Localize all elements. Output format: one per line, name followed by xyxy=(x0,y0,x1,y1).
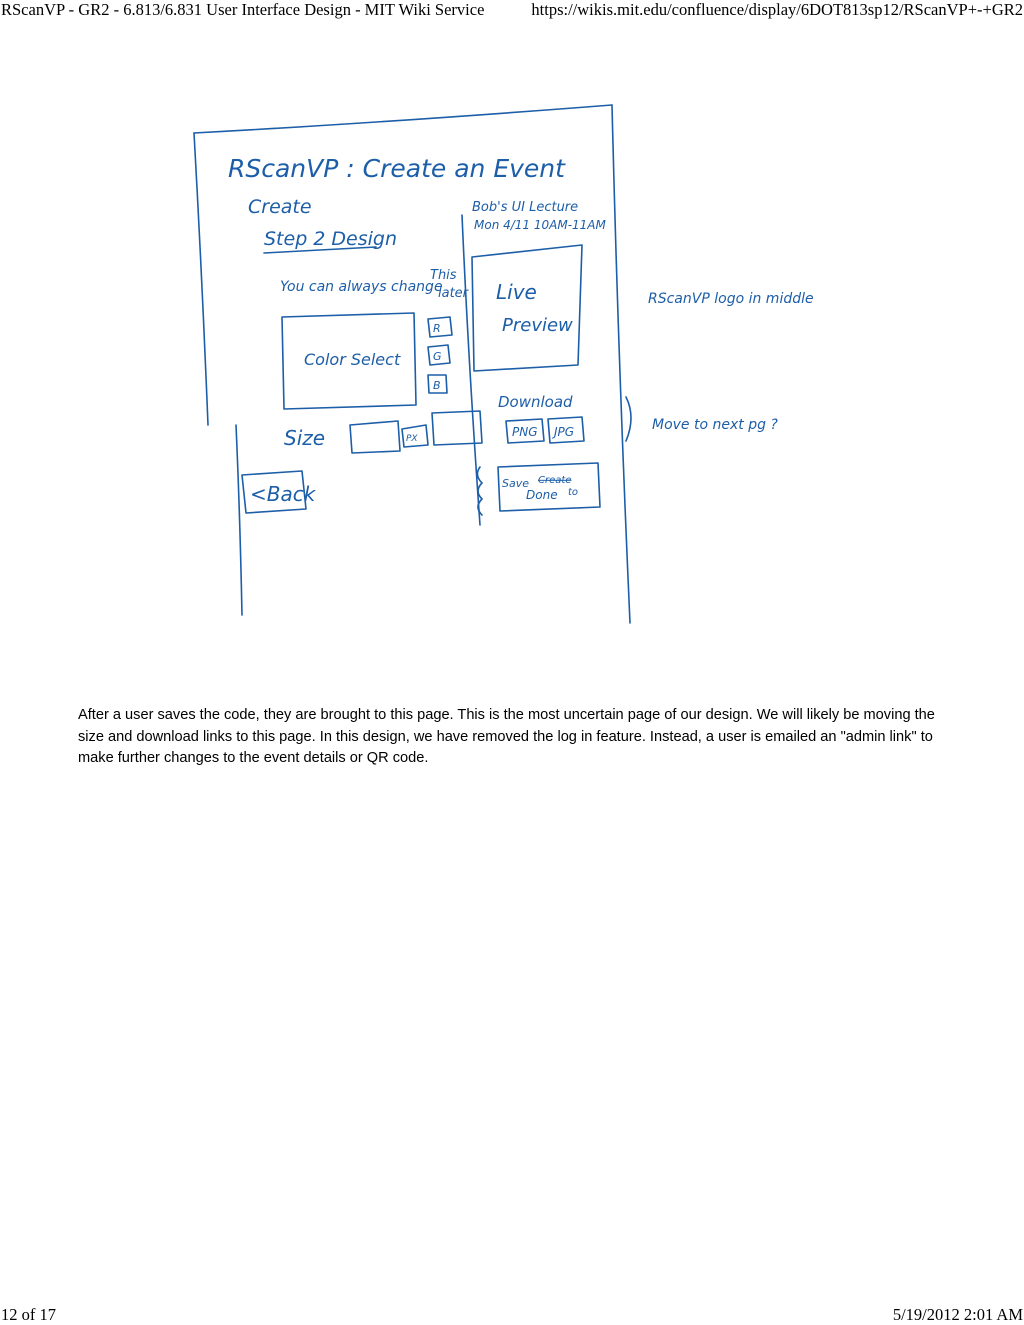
sketch-done-label: Done xyxy=(526,488,558,502)
frame-right-line xyxy=(612,105,630,623)
center-divider-line xyxy=(462,215,480,525)
print-footer-timestamp: 5/19/2012 2:01 AM xyxy=(892,1305,1023,1324)
sketch-event-date: Mon 4/11 10AM-11AM xyxy=(474,218,606,232)
sketch-create-struck-label: Create xyxy=(538,475,572,486)
sketch-color-select-label: Color Select xyxy=(304,350,401,369)
live-preview-box-outline xyxy=(472,245,582,371)
squiggle-mark xyxy=(477,467,482,515)
sketch-canvas xyxy=(180,95,880,685)
sketch-b-label: B xyxy=(433,379,441,392)
sketch-r-label: R xyxy=(433,322,441,335)
frame-left-lower-line xyxy=(236,425,242,615)
sketch-event-name: Bob's UI Lecture xyxy=(472,200,579,215)
sketch-note-move: Move to next pg ? xyxy=(652,417,778,433)
sketch-step-label: Step 2 Design xyxy=(264,228,398,250)
sketch-size-label: Size xyxy=(284,426,326,450)
sketch-back-label: <Back xyxy=(250,482,316,506)
sketch-caption: After a user saves the code, they are brought to this page. This is the most uncertain page of our design. We will likely be moving the size and download links to this page. In this design, we have removed the log in feature. Instead, a user is emailed an "admin link" to make further changes to the event details or QR code. xyxy=(78,707,935,766)
sketch-jpg-label: JPG xyxy=(554,425,575,439)
sketch-hint-line1: You can always change xyxy=(280,279,443,295)
frame-left-line xyxy=(194,133,208,425)
move-note-bracket xyxy=(626,397,631,441)
sketch-hint-later: later xyxy=(438,286,469,301)
print-header-page-title: RScanVP - GR2 - 6.813/6.831 User Interface Design - MIT Wiki Service xyxy=(1,0,485,19)
sketch-g-label: G xyxy=(433,350,442,363)
sketch-size-unit-label: PX xyxy=(406,434,418,444)
print-footer-page-count: 12 of 17 xyxy=(1,1305,56,1324)
frame-top-line xyxy=(194,105,612,133)
sketch-download-label: Download xyxy=(498,393,573,411)
print-header-url: https://wikis.mit.edu/confluence/display/6DOT813sp12/RScanVP+-+GR2 xyxy=(531,0,1023,19)
size-input-box-outline xyxy=(350,421,400,453)
sketch-to-label: to xyxy=(568,487,579,498)
hand-drawn-sketch xyxy=(180,95,880,685)
sketch-preview-label: Preview xyxy=(502,315,573,336)
sketch-png-label: PNG xyxy=(512,425,538,439)
sketch-hint-this: This xyxy=(430,268,457,283)
sketch-title: RScanVP : Create an Event xyxy=(228,154,565,183)
sketch-save-label: Save xyxy=(502,477,530,490)
sketch-note-logo: RScanVP logo in middle xyxy=(648,291,814,307)
sketch-live-label: Live xyxy=(496,280,537,304)
sketch-create-label: Create xyxy=(248,196,312,218)
